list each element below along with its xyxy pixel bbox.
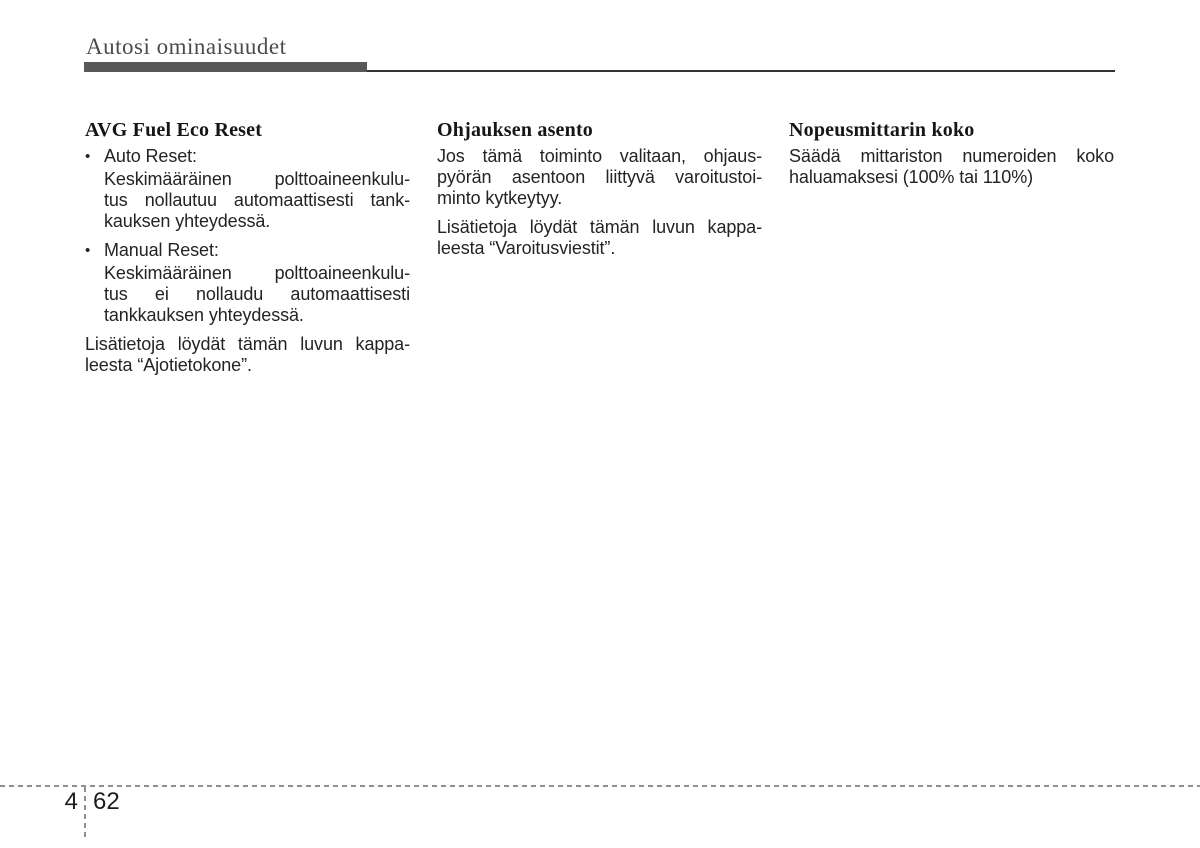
manual-column bbox=[789, 119, 1114, 384]
footer-chapter-number: 4 bbox=[64, 788, 78, 815]
section-heading: AVG Fuel Eco Reset bbox=[85, 119, 263, 141]
paragraph-line: Keskimääräinen polttoaineenkulu- bbox=[104, 263, 410, 283]
header-rule bbox=[367, 70, 1115, 72]
bullet-label: Manual Reset: bbox=[104, 240, 219, 260]
paragraph bbox=[104, 169, 410, 232]
paragraph bbox=[104, 263, 410, 326]
bullet-label: Auto Reset: bbox=[104, 146, 197, 166]
paragraph-line: leesta “Varoitusviestit”. bbox=[437, 238, 616, 258]
paragraph-line: Säädä mittariston numeroiden koko bbox=[789, 146, 1114, 166]
paragraph-line: tus ei nollaudu automaattisesti bbox=[104, 284, 410, 304]
footer-dashed-line-horizontal bbox=[0, 785, 1200, 787]
footer-page-number: 62 bbox=[93, 788, 120, 815]
manual-column bbox=[437, 119, 762, 384]
bullet-item bbox=[85, 240, 410, 261]
section-heading: Ohjauksen asento bbox=[437, 119, 594, 141]
footer-dashed-line-vertical bbox=[84, 787, 86, 841]
paragraph-line: pyörän asentoon liittyvä varoitustoi- bbox=[437, 167, 762, 187]
manual-column bbox=[85, 119, 410, 384]
bullet-item bbox=[85, 146, 410, 167]
paragraph-line: Keskimääräinen polttoaineenkulu- bbox=[104, 169, 410, 189]
paragraph-line: haluamaksesi (100% tai 110%) bbox=[789, 167, 1033, 187]
header-bar bbox=[84, 62, 367, 72]
bullet-icon: • bbox=[85, 242, 91, 259]
paragraph-line: kauksen yhteydessä. bbox=[104, 211, 271, 231]
paragraph bbox=[85, 334, 410, 376]
content-columns bbox=[85, 119, 1115, 384]
section-heading: Nopeusmittarin koko bbox=[789, 119, 975, 141]
paragraph bbox=[789, 146, 1114, 188]
paragraph-line: tus nollautuu automaattisesti tank- bbox=[104, 190, 410, 210]
paragraph-line: Lisätietoja löydät tämän luvun kappa- bbox=[85, 334, 410, 354]
paragraph-line: Lisätietoja löydät tämän luvun kappa- bbox=[437, 217, 762, 237]
bullet-icon: • bbox=[85, 148, 91, 165]
paragraph-line: Jos tämä toiminto valitaan, ohjaus- bbox=[437, 146, 762, 166]
paragraph bbox=[437, 217, 762, 259]
paragraph-line: minto kytkeytyy. bbox=[437, 188, 563, 208]
page-title: Autosi ominaisuudet bbox=[86, 34, 287, 59]
paragraph bbox=[437, 146, 762, 209]
paragraph-line: leesta “Ajotietokone”. bbox=[85, 355, 252, 375]
paragraph-line: tankkauksen yhteydessä. bbox=[104, 305, 304, 325]
